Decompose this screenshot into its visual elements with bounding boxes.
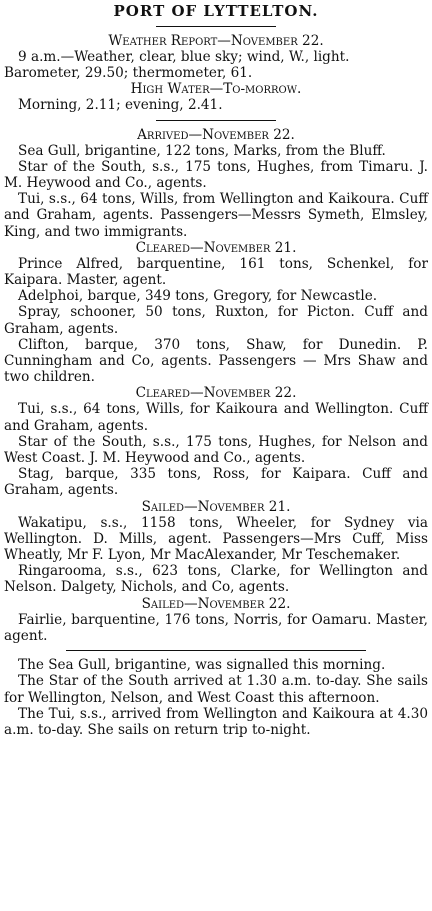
shipping-entry: Wakatipu, s.s., 1158 tons, Wheeler, for Sydney via Wellington. D. Mills, agent. Passengers—Mrs Cuff, Miss Wheatly, Mr F. Lyon, Mr MacAlexander, Mr Teschemaker. [4,514,428,564]
page-title: PORT OF LYTTELTON. [113,2,319,20]
shipping-entry: Ringarooma, s.s., 623 tons, Clarke, for Wellington and Nelson. Dalgety, Nichols, and Co, agents. [4,563,428,596]
weather-section [4,33,428,114]
title-rule [156,26,276,27]
shipping-entry: Fairlie, barquentine, 176 tons, Norris, for Oamaru. Master, agent. [4,611,428,644]
sailed-22-heading: Sailed—November 22. [141,595,291,612]
cleared-21-heading: Cleared—November 21. [135,239,297,256]
weather-heading: Weather Report—November 22. [108,33,324,49]
shipping-note: The Star of the South arrived at 1.30 a.m. to-day. She sails for Wellington, Nelson, and West Coast this afternoon. [4,673,428,706]
shipping-entry: Adelphoi, barque, 349 tons, Gregory, for Newcastle. [18,288,378,305]
shipping-entry: Star of the South, s.s., 175 tons, Hughes, from Timaru. J. M. Heywood and Co., agents. [4,158,428,192]
shipping-entry: Tui, s.s., 64 tons, Wills, from Wellington and Kaikoura. Cuff and Graham, agents. Passengers—Messrs Symeth, Elmsley, King, and two immigrants. [4,191,428,240]
cleared-22-section [4,385,428,498]
weather-line: Barometer, 29.50; thermometer, 61. [4,65,253,82]
arrived-heading: Arrived—November 22. [137,126,295,143]
sailed-21-section [4,499,428,596]
section-rule [156,120,276,121]
high-water-times: Morning, 2.11; evening, 2.41. [18,97,223,114]
newspaper-column [0,2,432,911]
sailed-22-section [4,596,428,644]
shipping-note: The Tui, s.s., arrived from Wellington and Kaikoura at 4.30 a.m. to-day. She sails on return trip to-night. [4,705,428,738]
cleared-21-section [4,240,428,386]
high-water-heading: High Water—To-morrow. [130,81,302,98]
shipping-entry: Clifton, barque, 370 tons, Shaw, for Dunedin. P. Cunningham and Co, agents. Passengers — Mrs Shaw and two children. [4,336,428,386]
shipping-entry: Tui, s.s., 64 tons, Wills, for Kaikoura and Wellington. Cuff and Graham, agents. [4,401,428,434]
cleared-22-heading: Cleared—November 22. [135,385,297,402]
sailed-21-heading: Sailed—November 21. [141,498,291,515]
notes-section [4,657,428,738]
shipping-entry: Stag, barque, 335 tons, Ross, for Kaipara. Cuff and Graham, agents. [4,466,428,499]
shipping-note: The Sea Gull, brigantine, was signalled this morning. [18,657,386,674]
arrived-section [4,127,428,240]
notes-rule [66,650,366,651]
shipping-entry: Sea Gull, brigantine, 122 tons, Marks, from the Bluff. [18,142,386,159]
shipping-entry: Prince Alfred, barquentine, 161 tons, Schenkel, for Kaipara. Master, agent. [4,255,428,289]
weather-line: 9 a.m.—Weather, clear, blue sky; wind, W., light. [18,49,350,65]
shipping-entry: Spray, schooner, 50 tons, Ruxton, for Picton. Cuff and Graham, agents. [4,304,428,337]
shipping-entry: Star of the South, s.s., 175 tons, Hughes, for Nelson and West Coast. J. M. Heywood and Co., agents. [4,433,428,467]
